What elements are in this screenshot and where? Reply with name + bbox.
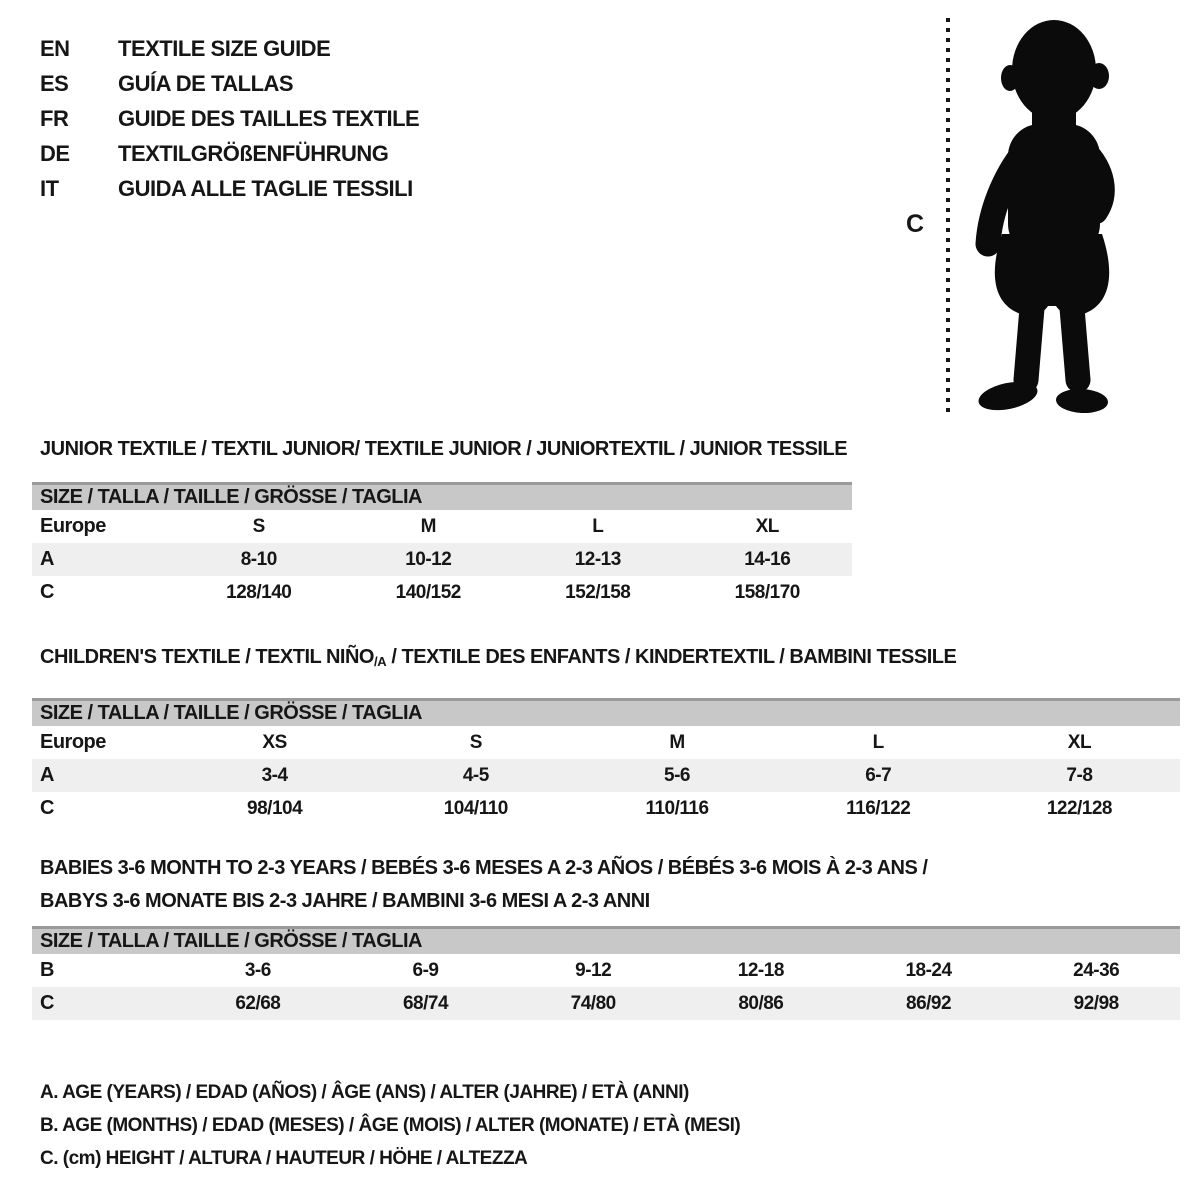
height-cell: 110/116 [645, 797, 709, 819]
language-title-list [40, 31, 419, 206]
children-size-table [32, 698, 1180, 825]
lang-row-de [40, 136, 419, 171]
age-cell: 10-12 [405, 548, 452, 570]
guide-title-it: GUIDA ALLE TAGLIE TESSILI [118, 175, 413, 201]
table-row-children-age [32, 759, 1180, 792]
size-cell: L [872, 731, 884, 753]
babies-title-line1: BABIES 3-6 MONTH TO 2-3 YEARS / BEBÉS 3-6 MESES A 2-3 AÑOS / BÉBÉS 3-6 MOIS À 2-3 ANS / [40, 857, 928, 879]
height-cell: 86/92 [906, 992, 952, 1014]
height-label-c: C [906, 210, 924, 238]
size-cell: XL [1067, 731, 1092, 753]
junior-size-header-bar: SIZE / TALLA / TAILLE / GRÖSSE / TAGLIA [32, 482, 852, 510]
age-cell: 8-10 [240, 548, 277, 570]
children-section-title [40, 646, 956, 669]
row-label: C [40, 992, 54, 1014]
table-row-babies-height [32, 987, 1180, 1020]
children-title-sub: /A [373, 654, 387, 669]
legend-line-c: C. (cm) HEIGHT / ALTURA / HAUTEUR / HÖHE / ALTEZZA [40, 1148, 528, 1169]
babies-size-header-bar: SIZE / TALLA / TAILLE / GRÖSSE / TAGLIA [32, 926, 1180, 954]
children-title-main: CHILDREN'S TEXTILE / TEXTIL NIÑO [40, 646, 374, 668]
height-cell: 74/80 [570, 992, 616, 1014]
age-cell: 7-8 [1066, 764, 1093, 786]
size-cell: S [252, 515, 265, 537]
table-row-junior-height [32, 576, 852, 609]
lang-code-fr: FR [40, 105, 69, 131]
lang-code-it: IT [40, 175, 59, 201]
months-cell: 6-9 [412, 959, 439, 981]
age-cell: 12-13 [574, 548, 621, 570]
age-cell: 6-7 [865, 764, 892, 786]
guide-title-en: TEXTILE SIZE GUIDE [118, 35, 331, 61]
legend-line-a: A. AGE (YEARS) / EDAD (AÑOS) / ÂGE (ANS) / ALTER (JAHRE) / ETÀ (ANNI) [40, 1082, 689, 1103]
row-label: B [40, 959, 54, 981]
row-label: Europe [40, 731, 106, 753]
babies-section-title [40, 852, 927, 918]
size-cell: M [420, 515, 436, 537]
toddler-silhouette-icon [966, 12, 1138, 422]
babies-size-table [32, 926, 1180, 1020]
lang-row-es [40, 66, 419, 101]
height-cell: 98/104 [247, 797, 303, 819]
children-title-rest: / TEXTILE DES ENFANTS / KINDERTEXTIL / BAMBINI TESSILE [386, 646, 957, 668]
age-cell: 5-6 [664, 764, 690, 786]
size-cell: L [592, 515, 604, 537]
table-row-children-height [32, 792, 1180, 825]
height-cell: 62/68 [235, 992, 281, 1014]
months-cell: 9-12 [575, 959, 612, 981]
height-cell: 122/128 [1046, 797, 1112, 819]
height-cell: 140/152 [395, 581, 461, 603]
height-cell: 158/170 [734, 581, 800, 603]
age-cell: 14-16 [744, 548, 791, 570]
guide-title-fr: GUIDE DES TAILLES TEXTILE [118, 105, 420, 131]
months-cell: 18-24 [905, 959, 952, 981]
row-label: A [40, 764, 54, 786]
lang-row-fr [40, 101, 419, 136]
children-size-header-bar: SIZE / TALLA / TAILLE / GRÖSSE / TAGLIA [32, 698, 1180, 726]
lang-row-it [40, 171, 419, 206]
row-label: C [40, 797, 54, 819]
legend-line-b: B. AGE (MONTHS) / EDAD (MESES) / ÂGE (MOIS) / ALTER (MONATE) / ETÀ (MESI) [40, 1115, 741, 1136]
lang-code-en: EN [40, 35, 70, 61]
height-cell: 68/74 [402, 992, 449, 1014]
table-row-junior-europe [32, 510, 852, 543]
height-cell: 128/140 [226, 581, 292, 603]
age-cell: 4-5 [462, 764, 489, 786]
babies-title-line2: BABYS 3-6 MONATE BIS 2-3 JAHRE / BAMBINI 3-6 MESI A 2-3 ANNI [40, 890, 650, 912]
lang-row-en [40, 31, 419, 66]
height-cell: 152/158 [565, 581, 631, 603]
size-cell: M [669, 731, 685, 753]
row-label: C [40, 581, 54, 603]
guide-title-de: TEXTILGRÖßENFÜHRUNG [118, 140, 389, 166]
junior-size-table [32, 482, 852, 609]
lang-code-es: ES [40, 70, 69, 96]
legend [40, 1076, 740, 1175]
months-cell: 12-18 [737, 959, 784, 981]
months-cell: 24-36 [1073, 959, 1120, 981]
height-cell: 104/110 [443, 797, 508, 819]
size-cell: XS [262, 731, 287, 753]
months-cell: 3-6 [244, 959, 271, 981]
size-cell: S [469, 731, 482, 753]
lang-code-de: DE [40, 140, 70, 166]
age-cell: 3-4 [261, 764, 288, 786]
size-cell: XL [755, 515, 779, 537]
junior-section-title: JUNIOR TEXTILE / TEXTIL JUNIOR/ TEXTILE JUNIOR / JUNIORTEXTIL / JUNIOR TESSILE [40, 438, 848, 460]
table-row-junior-age [32, 543, 852, 576]
height-measure-dashed-line [946, 18, 950, 416]
row-label: A [40, 548, 54, 570]
guide-title-es: GUÍA DE TALLAS [118, 70, 294, 96]
row-label: Europe [40, 515, 106, 537]
height-cell: 92/98 [1073, 992, 1119, 1014]
height-cell: 116/122 [846, 797, 911, 819]
table-row-babies-months [32, 954, 1180, 987]
height-cell: 80/86 [738, 992, 784, 1014]
table-row-children-europe [32, 726, 1180, 759]
